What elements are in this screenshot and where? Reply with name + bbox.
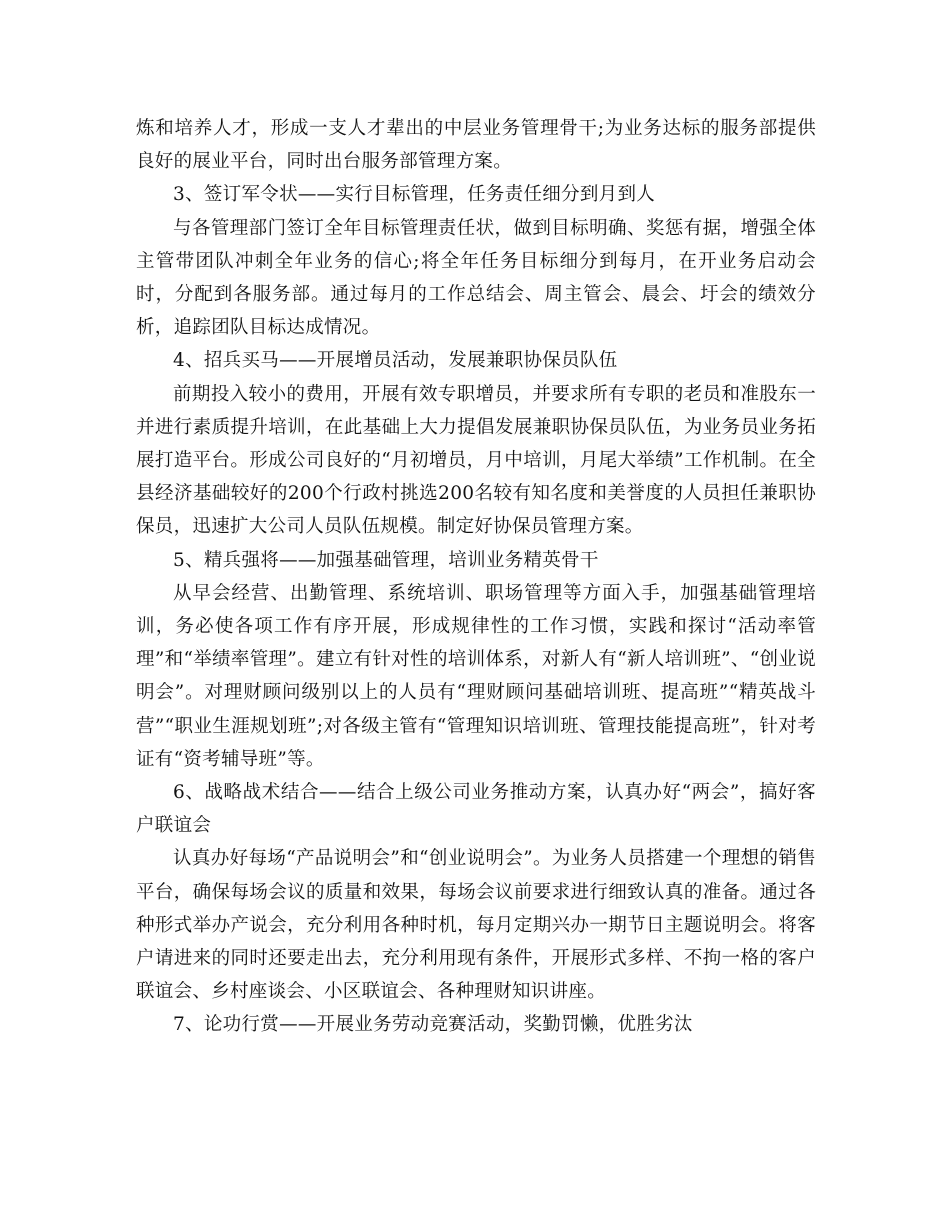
- section-heading-7: 7、论功行赏——开展业务劳动竞赛活动，奖勤罚懒，优胜劣汰: [173, 1014, 693, 1036]
- paragraph-recruitment: 前期投入较小的费用，开展有效专职增员，并要求所有专职的老员和准股东一并进行素质提升培训，在此基础上大力提倡发展兼职协保员队伍，为业务员业务拓展打造平台。形成公司良好的“月初增员，月中培训，月尾大举绩”工作机制。在全县经济基础较好的200个行政村挑选200名较有知名度和美誉度的人员担任兼职协保员，迅速扩大公司人员队伍规模。制定好协保员管理方案。: [136, 383, 816, 538]
- section-heading-3: 3、签订军令状——实行目标管理，任务责任细分到月到人: [173, 184, 656, 206]
- paragraph-continuation: 炼和培养人才，形成一支人才辈出的中层业务管理骨干;为业务达标的服务部提供良好的展业平台，同时出台服务部管理方案。: [136, 118, 816, 173]
- section-heading-6: 6、战略战术结合——结合上级公司业务推动方案，认真办好“两会”，搞好客户联谊会: [136, 782, 816, 837]
- paragraph-training: 从早会经营、出勤管理、系统培训、职场管理等方面入手，加强基础管理培训，务必使各项工作有序开展，形成规律性的工作习惯，实践和探讨“活动率管理”和“举绩率管理”。建立有针对性的培训体系，对新人有“新人培训班”、“创业说明会”。对理财顾问级别以上的人员有“理财顾问基础培训班、提高班”“精英战斗营”“职业生涯规划班”;对各级主管有“管理知识培训班、管理技能提高班”，针对考证有“资考辅导班”等。: [136, 582, 816, 770]
- section-heading-5: 5、精兵强将——加强基础管理，培训业务精英骨干: [173, 549, 599, 571]
- document-body: [136, 112, 816, 1042]
- section-heading-4: 4、招兵买马——开展增员活动，发展兼职协保员队伍: [173, 350, 618, 372]
- paragraph-target-management: 与各管理部门签订全年目标管理责任状，做到目标明确、奖惩有据，增强全体主管带团队冲刺全年业务的信心;将全年任务目标细分到每月，在开业务启动会时，分配到各服务部。通过每月的工作总结会、周主管会、晨会、圩会的绩效分析，追踪团队目标达成情况。: [136, 217, 816, 339]
- paragraph-meetings: 认真办好每场“产品说明会”和“创业说明会”。为业务人员搭建一个理想的销售平台，确保每场会议的质量和效果，每场会议前要求进行细致认真的准备。通过各种形式举办产说会，充分利用各种时机，每月定期兴办一期节日主题说明会。将客户请进来的同时还要走出去，充分利用现有条件，开展形式多样、不拘一格的客户联谊会、乡村座谈会、小区联谊会、各种理财知识讲座。: [136, 848, 816, 1003]
